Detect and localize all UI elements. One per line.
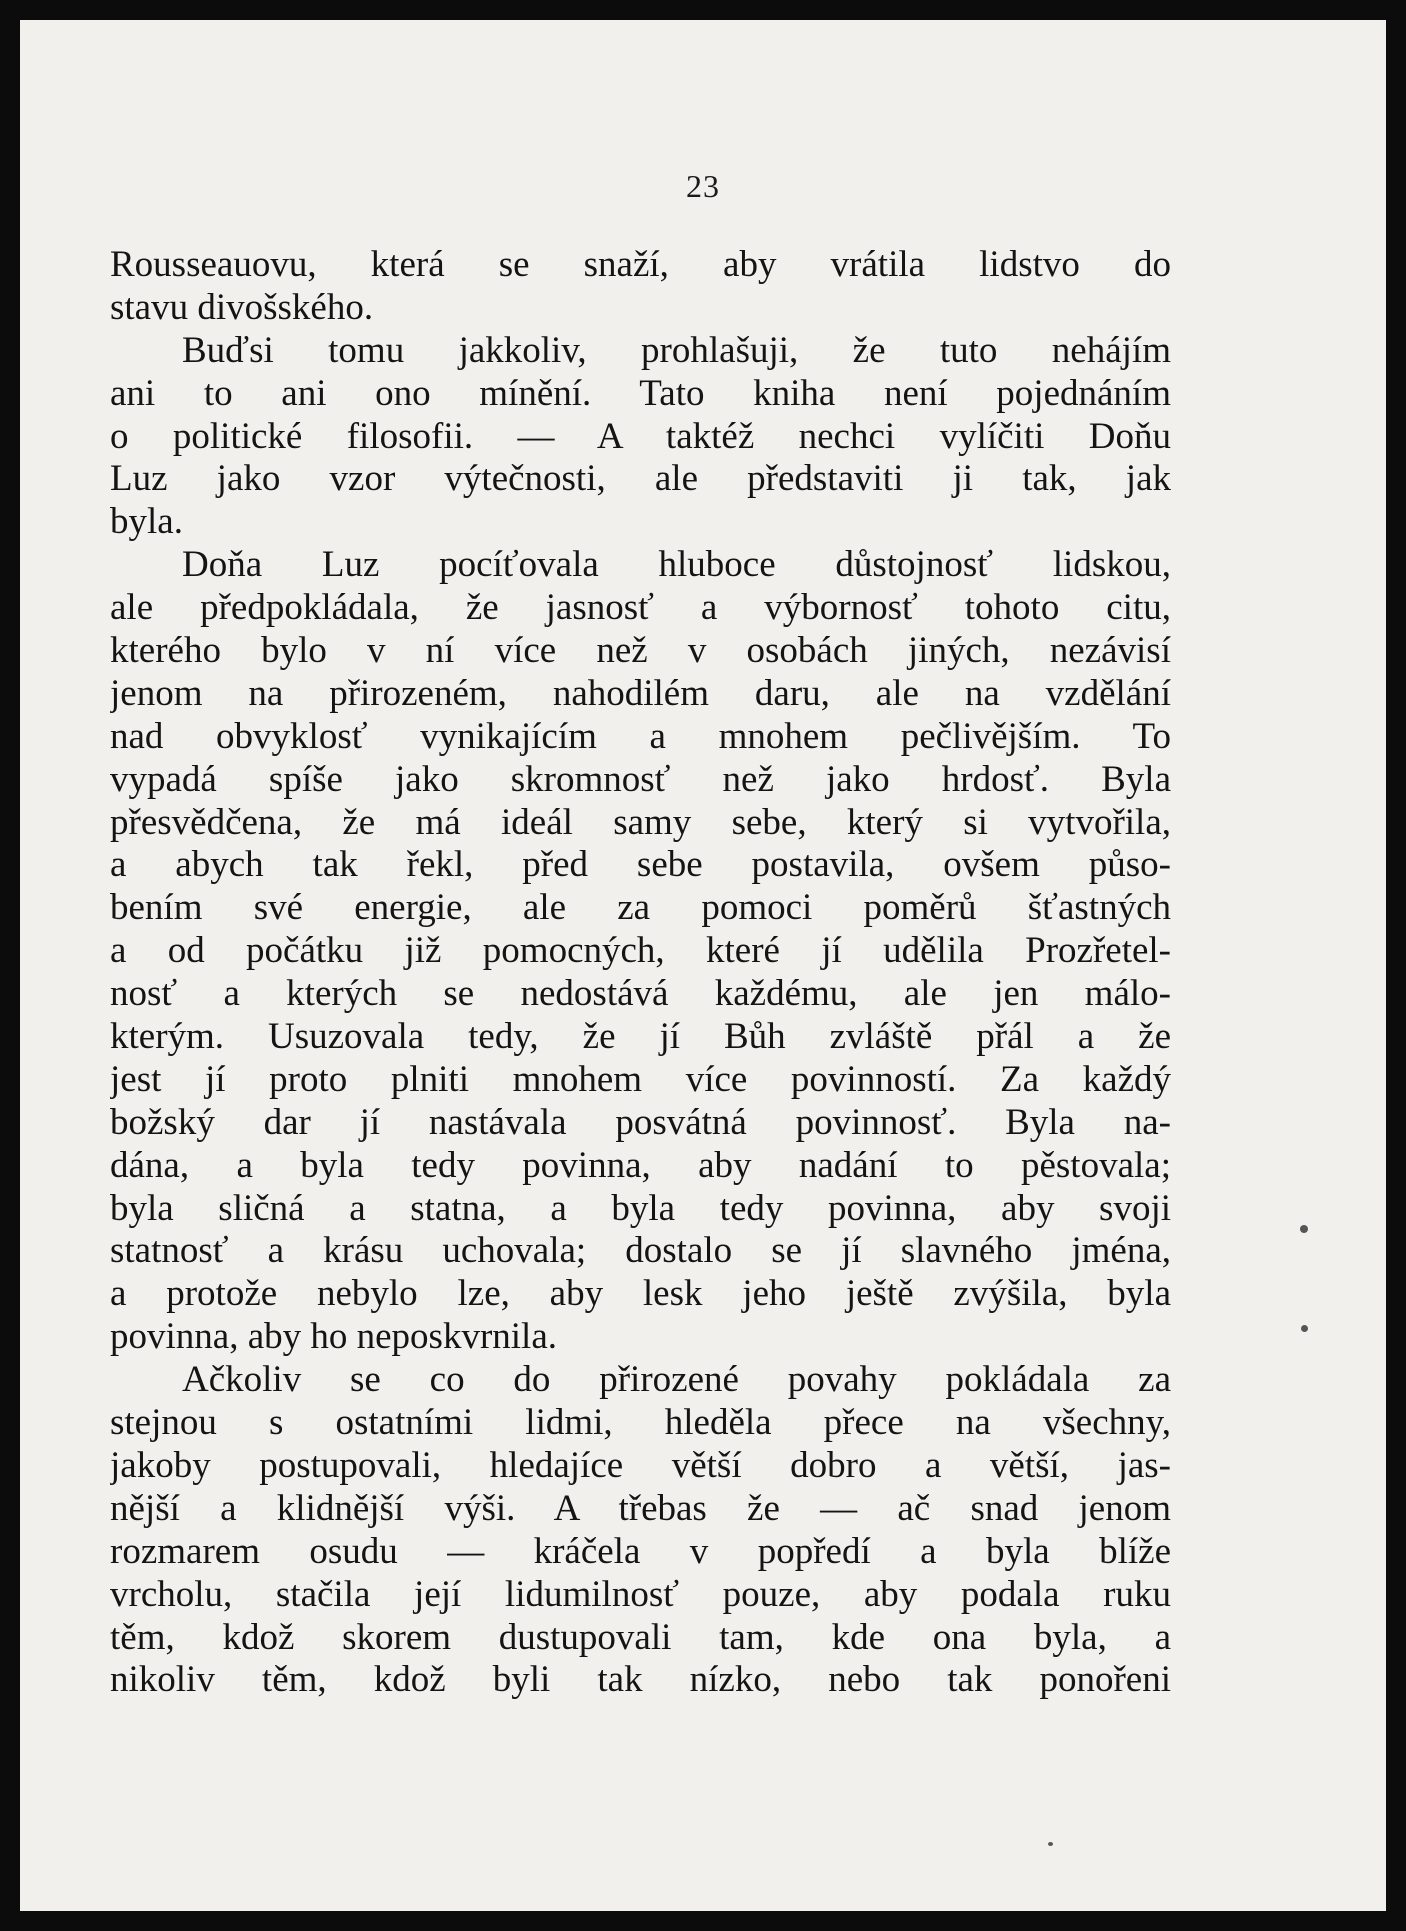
text-line: jest jí proto plniti mnohem více povinností. Za každý — [110, 1058, 1171, 1100]
text-line: nosť a kterých se nedostává každému, ale jen málo- — [110, 973, 1171, 1015]
text-line: vypadá spíše jako skromnosť než jako hrdosť. Byla — [110, 758, 1171, 800]
text-line: Luz jako vzor výtečnosti, ale představiti ji tak, jak — [110, 458, 1171, 500]
text-line: přesvědčena, že má ideál samy sebe, který si vytvořila, — [110, 801, 1171, 843]
text-line: božský dar jí nastávala posvátná povinnosť. Byla na- — [110, 1101, 1171, 1143]
text-line: ani to ani ono mínění. Tato kniha není pojednáním — [110, 372, 1171, 414]
text-line: dána, a byla tedy povinna, aby nadání to pěstovala; — [110, 1144, 1171, 1186]
text-line: těm, kdož skorem dustupovali tam, kde ona byla, a — [110, 1616, 1171, 1658]
text-line: nikoliv těm, kdož byli tak nízko, nebo tak ponořeni — [110, 1659, 1171, 1701]
text-line: kterým. Usuzovala tedy, že jí Bůh zvláště přál a že — [110, 1016, 1171, 1058]
scan-speck — [1301, 1325, 1308, 1332]
text-line: a protože nebylo lze, aby lesk jeho ještě zvýšila, byla — [110, 1273, 1171, 1315]
text-line: ale předpokládala, že jasnosť a výbornosť tohoto citu, — [110, 587, 1171, 629]
text-line: stejnou s ostatními lidmi, hleděla přece na všechny, — [110, 1402, 1171, 1444]
text-line: jakoby postupovali, hledajíce větší dobro a větší, jas- — [110, 1444, 1171, 1486]
page-number: 23 — [686, 168, 720, 204]
scan-speck — [1048, 1842, 1053, 1846]
text-line: o politické filosofii. — A taktéž nechci vylíčiti Doňu — [110, 415, 1171, 457]
text-line: Rousseauovu, která se snaží, aby vrátila lidstvo do — [110, 244, 1171, 285]
text-line: nější a klidnější výši. A třebas že — ač snad jenom — [110, 1487, 1171, 1529]
body-text — [110, 244, 1171, 1702]
scan-speck — [1300, 1225, 1308, 1233]
text-line: vrcholu, stačila její lidumilnosť pouze, aby podala ruku — [110, 1573, 1171, 1615]
text-line: a abych tak řekl, před sebe postavila, ovšem půso- — [110, 844, 1171, 886]
text-line: Ačkoliv se co do přirozené povahy pokládala za — [182, 1359, 1171, 1401]
text-line: byla. — [110, 501, 183, 543]
text-line: povinna, aby ho neposkvrnila. — [110, 1316, 557, 1358]
text-line: Doňa Luz pocíťovala hluboce důstojnosť lidskou, — [182, 544, 1171, 586]
text-line: a od počátku již pomocných, které jí udělila Prozřetel- — [110, 930, 1171, 972]
text-line: statnosť a krásu uchovala; dostalo se jí slavného jména, — [110, 1230, 1171, 1272]
text-line: rozmarem osudu — kráčela v popředí a byla blíže — [110, 1530, 1171, 1572]
text-line: nad obvyklosť vynikajícím a mnohem pečlivějším. To — [110, 715, 1171, 757]
text-line: Buďsi tomu jakkoliv, prohlašuji, že tuto nehájím — [182, 329, 1171, 371]
text-line: kterého bylo v ní více než v osobách jiných, nezávisí — [110, 630, 1171, 672]
text-line: stavu divošského. — [110, 286, 374, 328]
text-line: jenom na přirozeném, nahodilém daru, ale na vzdělání — [110, 672, 1171, 714]
document-page — [20, 20, 1386, 1911]
text-line: bením své energie, ale za pomoci poměrů šťastných — [110, 887, 1171, 929]
text-line: byla sličná a statna, a byla tedy povinna, aby svoji — [110, 1187, 1171, 1229]
